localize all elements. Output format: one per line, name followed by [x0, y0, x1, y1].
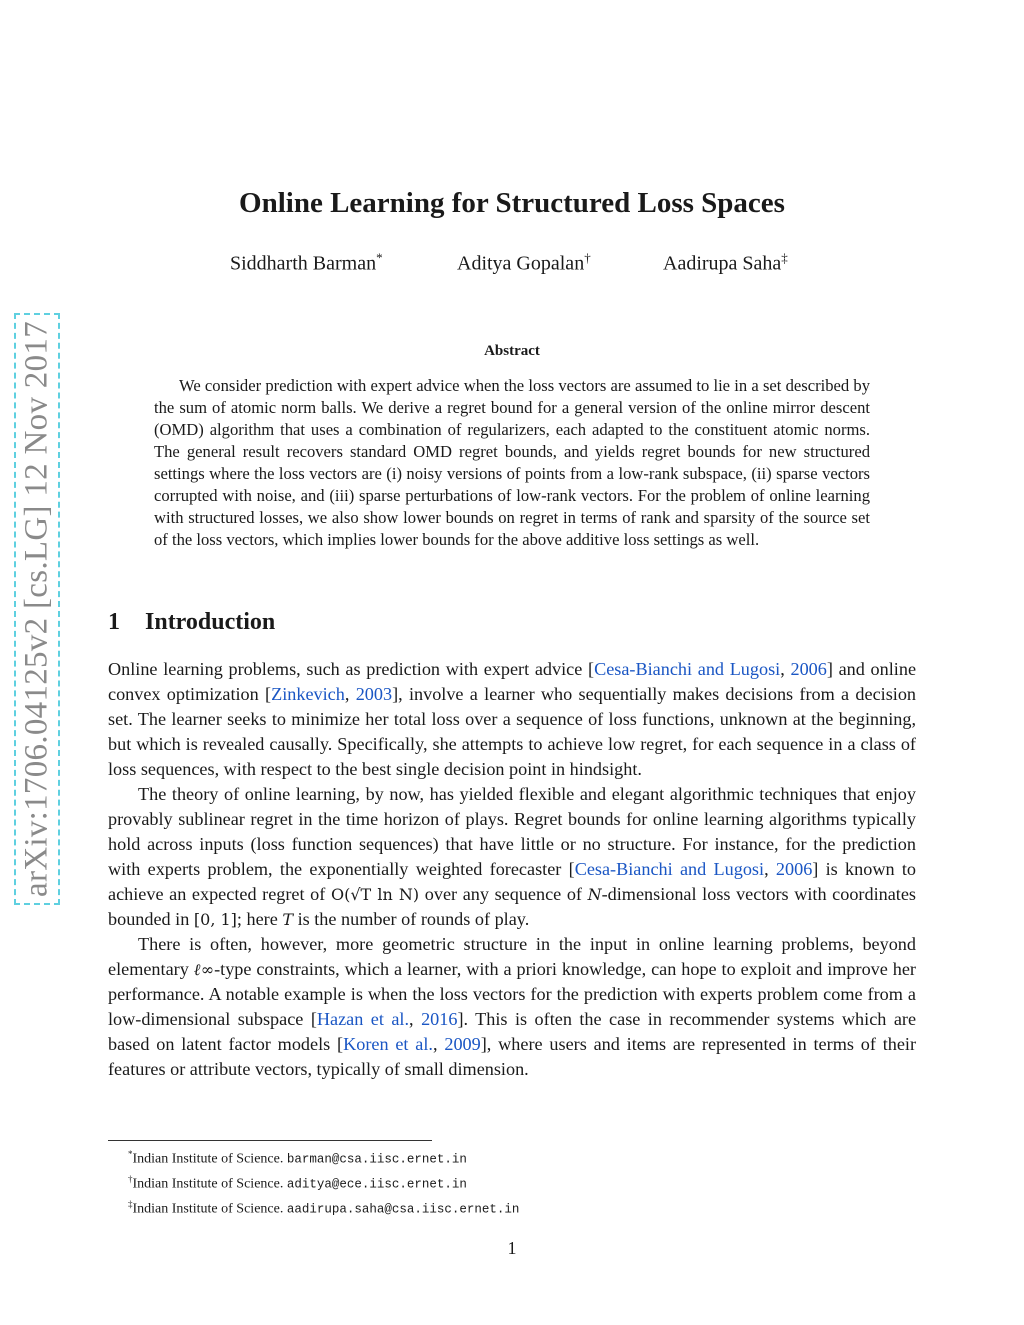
affiliation: Indian Institute of Science. [132, 1176, 287, 1192]
footnote-mark: * [128, 1149, 133, 1159]
text-run: is the number of rounds of play. [293, 909, 530, 929]
text-run: -dimensional loss vectors with coordinates bounded in [108, 884, 916, 929]
section-number: 1 [108, 609, 120, 635]
affiliation: Indian Institute of Science. [132, 1151, 287, 1167]
math-expression: O(√T ln N) [330, 885, 420, 904]
text-run: The theory of online learning, by now, has yielded flexible and elegant algorithmic techniques that enjoy provably sublinear regret in the time horizon of plays. Regret bounds for online learning algorithms typically hold across inputs (loss function sequences) that have little or no structure. For instance, for the prediction with experts problem, the exponentially weighted forecaster [ [108, 784, 916, 879]
body-text [108, 657, 916, 1082]
author-list [0, 250, 1024, 280]
author-2 [457, 250, 591, 276]
email-link[interactable]: aadirupa.saha@csa.iisc.ernet.in [286, 1202, 520, 1217]
text-run: ], where users and items are represented in terms of their features or attribute vectors, typically of small dimension. [108, 1034, 917, 1079]
citation-year-link[interactable]: 2006 [775, 859, 813, 879]
citation-year-link[interactable]: 2009 [444, 1034, 481, 1054]
math-expression: [0, 1] [193, 910, 237, 929]
text-run: over any sequence of [419, 884, 588, 904]
text-run: , [764, 859, 776, 879]
text-run: -type constraints, which a learner, with a priori knowledge, can hope to exploit and improve her performance. A notable example is when the loss vectors for the prediction with experts problem come from a low-dimensional subspace [ [108, 959, 916, 1029]
citation-link[interactable]: Koren et al. [343, 1034, 433, 1054]
text-run: ] and online convex optimization [ [108, 659, 917, 704]
footnote-mark: ‡ [128, 1199, 133, 1210]
citation-link[interactable]: Zinkevich [271, 684, 345, 704]
section-heading [108, 609, 275, 636]
arxiv-stamp [14, 313, 60, 905]
paragraph-3 [108, 932, 916, 1082]
text-run: ], involve a learner who sequentially makes decisions from a decision set. The learner seeks to minimize her total loss over a sequence of loss functions, unknown at the beginning, but which is revealed causally. Specifically, she attempts to achieve low regret, for each sequence in a class of loss sequences, with respect to the best single decision point in hindsight. [108, 684, 917, 779]
footnote-mark: † [128, 1174, 133, 1185]
text-run: ]. This is often the case in recommender systems which are based on latent factor models [ [108, 1009, 917, 1054]
citation-year-link[interactable]: 2016 [421, 1009, 458, 1029]
email-link[interactable]: barman@csa.iisc.ernet.in [286, 1152, 467, 1167]
author-3 [663, 250, 788, 276]
citation-year-link[interactable]: 2006 [790, 659, 827, 679]
citation-link[interactable]: Hazan et al. [316, 1009, 410, 1029]
text-run: Online learning problems, such as prediction with expert advice [ [108, 659, 595, 679]
abstract-text: We consider prediction with expert advice when the loss vectors are assumed to lie in a set described by the sum of atomic norm balls. We derive a regret bound for a general version of the online mirror descent (OMD) algorithm that uses a combination of regularizers, each adapted to the constituent atomic norms. The general result recovers standard OMD regret bounds, and yields regret bounds for new structured settings where the loss vectors are (i) noisy versions of points from a low-rank subspace, (ii) sparse vectors corrupted with noise, and (iii) sparse perturbations of low-rank vectors. For the problem of online learning with structured losses, we also show lower bounds on regret in terms of rank and sparsity of the source set of the loss vectors, which implies lower bounds for the above additive loss settings as well. [154, 376, 870, 549]
text-run: ; here [236, 909, 283, 929]
footnote-1 [128, 1145, 519, 1170]
math-expression: T [282, 910, 294, 929]
footnote-mark[interactable]: ‡ [781, 250, 788, 265]
text-run: , [409, 1009, 422, 1029]
text-run: There is often, however, more geometric structure in the input in online learning problems, beyond elementary [108, 934, 916, 979]
arxiv-id: arXiv:1706.04125v2 [cs.LG] 12 Nov 2017 [18, 321, 55, 897]
affiliation: Indian Institute of Science. [132, 1201, 287, 1217]
text-run: , [344, 684, 356, 704]
abstract-heading: Abstract [484, 343, 540, 359]
paper-title: Online Learning for Structured Loss Spaces [239, 187, 785, 219]
section-title: Introduction [145, 609, 276, 635]
page-number: 1 [507, 1238, 517, 1258]
footnote-2 [128, 1170, 519, 1195]
paragraph-2 [108, 782, 916, 932]
math-expression: ℓ∞ [193, 960, 215, 979]
author-name: Aditya Gopalan [457, 252, 585, 275]
paragraph-1 [108, 657, 916, 782]
footnote-mark[interactable]: * [376, 250, 383, 265]
email-link[interactable]: aditya@ece.iisc.ernet.in [286, 1177, 467, 1192]
citation-link[interactable] [594, 659, 780, 679]
text-run: , [432, 1034, 445, 1054]
author-1 [230, 250, 383, 276]
citation-author[interactable]: Cesa-Bianchi and Lugosi [594, 659, 781, 679]
author-name: Siddharth Barman [230, 252, 377, 275]
footnotes [128, 1145, 519, 1220]
text-run: ] is known to achieve an expected regret of [108, 859, 917, 904]
math-expression: N [587, 885, 602, 904]
citation-link[interactable]: Cesa-Bianchi and Lugosi [574, 859, 765, 879]
footnote-rule [108, 1140, 432, 1141]
text-run: , [780, 659, 791, 679]
citation-year-link[interactable]: 2003 [355, 684, 393, 704]
footnote-3 [128, 1195, 519, 1220]
footnote-mark[interactable]: † [584, 250, 591, 265]
author-name: Aadirupa Saha [663, 252, 782, 275]
